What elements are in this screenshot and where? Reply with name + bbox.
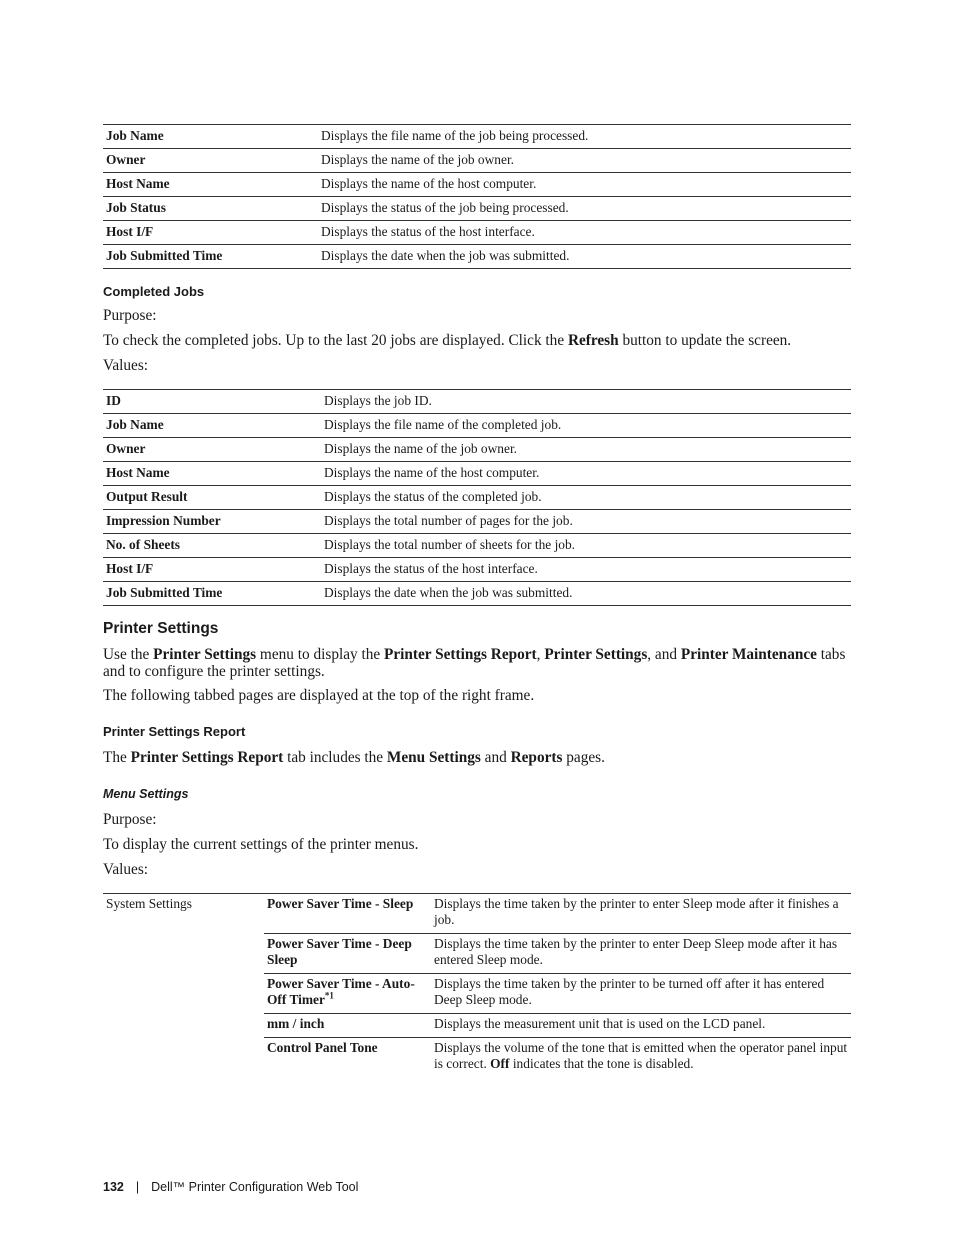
- table-row: [103, 486, 851, 510]
- completed-jobs-purpose: To check the completed jobs. Up to the last 20 jobs are displayed. Click the Refresh button to update the screen.: [103, 332, 792, 349]
- table-row: [103, 125, 851, 149]
- printer-settings-report-heading: Printer Settings Report: [103, 724, 246, 739]
- item-description: Displays the status of the job being processed.: [318, 197, 851, 221]
- item-description: Displays the measurement unit that is used on the LCD panel.: [431, 1014, 851, 1038]
- page-number: 132: [103, 1180, 124, 1194]
- item-name: Power Saver Time - Auto-Off Timer$^{*1}$: [264, 974, 431, 1014]
- table-row: [103, 245, 851, 269]
- footer-separator: |: [135, 1180, 140, 1194]
- printer-settings-intro: Use the Printer Settings menu to display the Printer Settings Report, Printer Settings, and Printer Maintenance tabs and to configure the printer settings.: [103, 646, 846, 680]
- item-description: Displays the file name of the completed job.: [321, 414, 851, 438]
- item-description: Displays the total number of pages for the job.: [321, 510, 851, 534]
- item-name: Owner: [103, 149, 318, 173]
- item-description: Displays the time taken by the printer to enter Sleep mode after it finishes a job.: [431, 894, 851, 934]
- printer-settings-heading: Printer Settings: [103, 620, 219, 637]
- item-name: Owner: [103, 438, 321, 462]
- completed-jobs-table: [103, 389, 851, 606]
- values-label: Values:: [103, 357, 149, 374]
- item-description: Displays the volume of the tone that is emitted when the operator panel input is correct. Off indicates that the tone is disabled.: [431, 1038, 851, 1078]
- printer-settings-tabs-note: The following tabbed pages are displayed at the top of the right frame.: [103, 687, 535, 704]
- table-row: [103, 510, 851, 534]
- table-row: [103, 582, 851, 606]
- item-name: Power Saver Time - Deep Sleep: [264, 934, 431, 974]
- item-name: Job Name: [103, 414, 321, 438]
- item-name: Control Panel Tone: [264, 1038, 431, 1078]
- item-name: Job Status: [103, 197, 318, 221]
- table-row: [103, 390, 851, 414]
- item-description: Displays the status of the host interface.: [318, 221, 851, 245]
- item-name: Job Submitted Time: [103, 245, 318, 269]
- system-settings-table: [103, 893, 851, 1077]
- table-row: [103, 149, 851, 173]
- item-name: ID: [103, 390, 321, 414]
- completed-jobs-heading: Completed Jobs: [103, 284, 205, 299]
- item-name: Power Saver Time - Sleep: [264, 894, 431, 934]
- table-row: [103, 894, 851, 934]
- purpose-label: Purpose:: [103, 811, 157, 828]
- page-footer: [103, 1180, 358, 1194]
- item-description: Displays the time taken by the printer to be turned off after it has entered Deep Sleep mode.: [431, 974, 851, 1014]
- item-name: Output Result: [103, 486, 321, 510]
- table-row: [103, 558, 851, 582]
- item-name: Job Submitted Time: [103, 582, 321, 606]
- item-description: Displays the total number of sheets for the job.: [321, 534, 851, 558]
- table-row: [103, 221, 851, 245]
- item-description: Displays the status of the host interface.: [321, 558, 851, 582]
- purpose-label: Purpose:: [103, 307, 157, 324]
- item-description: Displays the name of the job owner.: [321, 438, 851, 462]
- item-description: Displays the file name of the job being processed.: [318, 125, 851, 149]
- item-description: Displays the name of the job owner.: [318, 149, 851, 173]
- table-row: [103, 462, 851, 486]
- current-jobs-table: [103, 124, 851, 269]
- item-name: Job Name: [103, 125, 318, 149]
- printer-settings-report-desc: The Printer Settings Report tab includes the Menu Settings and Reports pages.: [103, 749, 605, 766]
- item-description: Displays the job ID.: [321, 390, 851, 414]
- menu-settings-heading: Menu Settings: [103, 787, 189, 801]
- values-label: Values:: [103, 861, 149, 878]
- item-name: Impression Number: [103, 510, 321, 534]
- page-content: [103, 124, 851, 1077]
- table-row: [103, 173, 851, 197]
- table-row: [103, 414, 851, 438]
- table-row: [103, 534, 851, 558]
- item-name: Host Name: [103, 462, 321, 486]
- item-description: Displays the date when the job was submitted.: [321, 582, 851, 606]
- item-name: Host I/F: [103, 558, 321, 582]
- item-description: Displays the time taken by the printer to enter Deep Sleep mode after it has entered Sleep mode.: [431, 934, 851, 974]
- group-name: System Settings: [103, 894, 264, 1078]
- menu-settings-purpose: To display the current settings of the printer menus.: [103, 836, 419, 853]
- item-name: mm / inch: [264, 1014, 431, 1038]
- table-row: [103, 438, 851, 462]
- footer-title: Dell™ Printer Configuration Web Tool: [151, 1180, 359, 1194]
- footnote-marker: *1: [324, 990, 334, 1001]
- item-description: Displays the name of the host computer.: [318, 173, 851, 197]
- item-description: Displays the status of the completed job.: [321, 486, 851, 510]
- item-name: No. of Sheets: [103, 534, 321, 558]
- table-row: [103, 197, 851, 221]
- item-description: Displays the name of the host computer.: [321, 462, 851, 486]
- item-description: Displays the date when the job was submitted.: [318, 245, 851, 269]
- item-name: Host I/F: [103, 221, 318, 245]
- item-name: Host Name: [103, 173, 318, 197]
